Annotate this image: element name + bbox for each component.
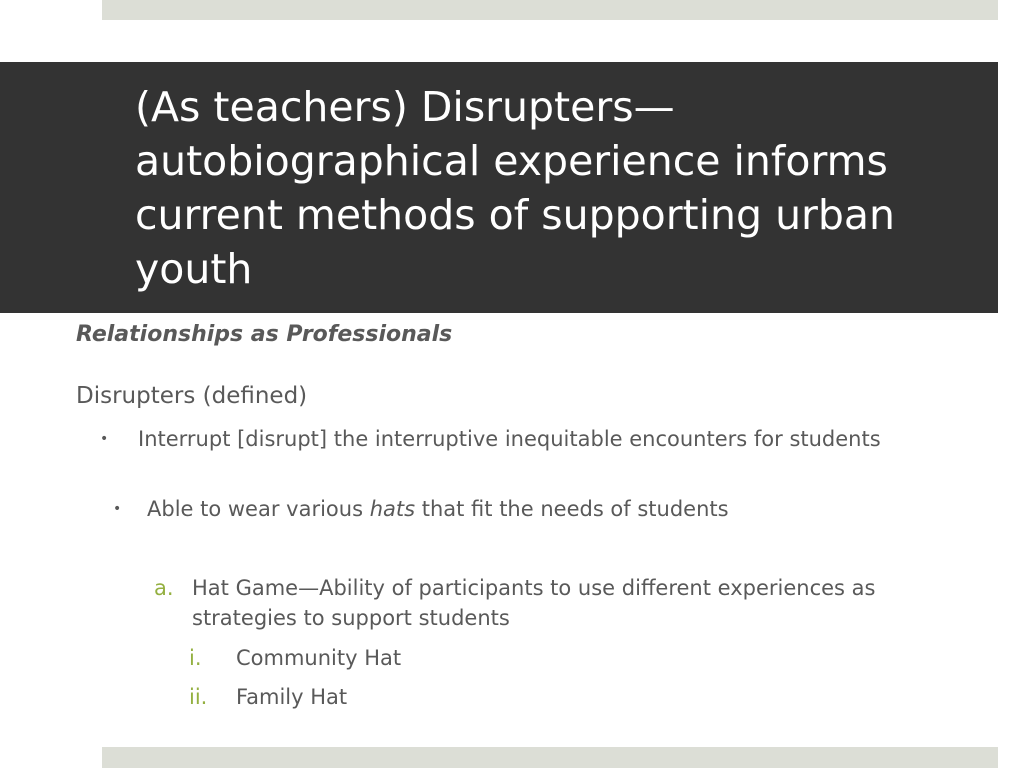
list-text: Hat Game—Ability of participants to use different experiences as strategies to support students [192, 576, 876, 630]
list-text: Family Hat [236, 685, 348, 709]
list-marker: a. [154, 576, 174, 600]
bullet-text-emphasis: hats [369, 497, 416, 521]
bullet-dot-icon: • [100, 431, 109, 447]
bullet-text [147, 494, 907, 524]
list-marker: ii. [189, 685, 208, 709]
bullet-dot-icon: • [113, 501, 122, 517]
slide-subtitle: Relationships as Professionals [76, 322, 453, 347]
top-decor-bar [102, 0, 998, 20]
slide-title: (As teachers) Disrupters— autobiographical experience informs current methods of supporting urban youth [135, 83, 896, 293]
bullet-text: Interrupt [disrupt] the interruptive inequitable encounters for students [138, 427, 881, 451]
list-text: Community Hat [236, 646, 402, 670]
bullet-text-before: Able to wear various [147, 497, 370, 521]
bottom-decor-bar [102, 747, 998, 768]
heading-disrupters-defined: Disrupters (defined) [76, 383, 308, 409]
bullet-text-after: that fit the needs of students [415, 497, 729, 521]
list-marker: i. [189, 646, 202, 670]
